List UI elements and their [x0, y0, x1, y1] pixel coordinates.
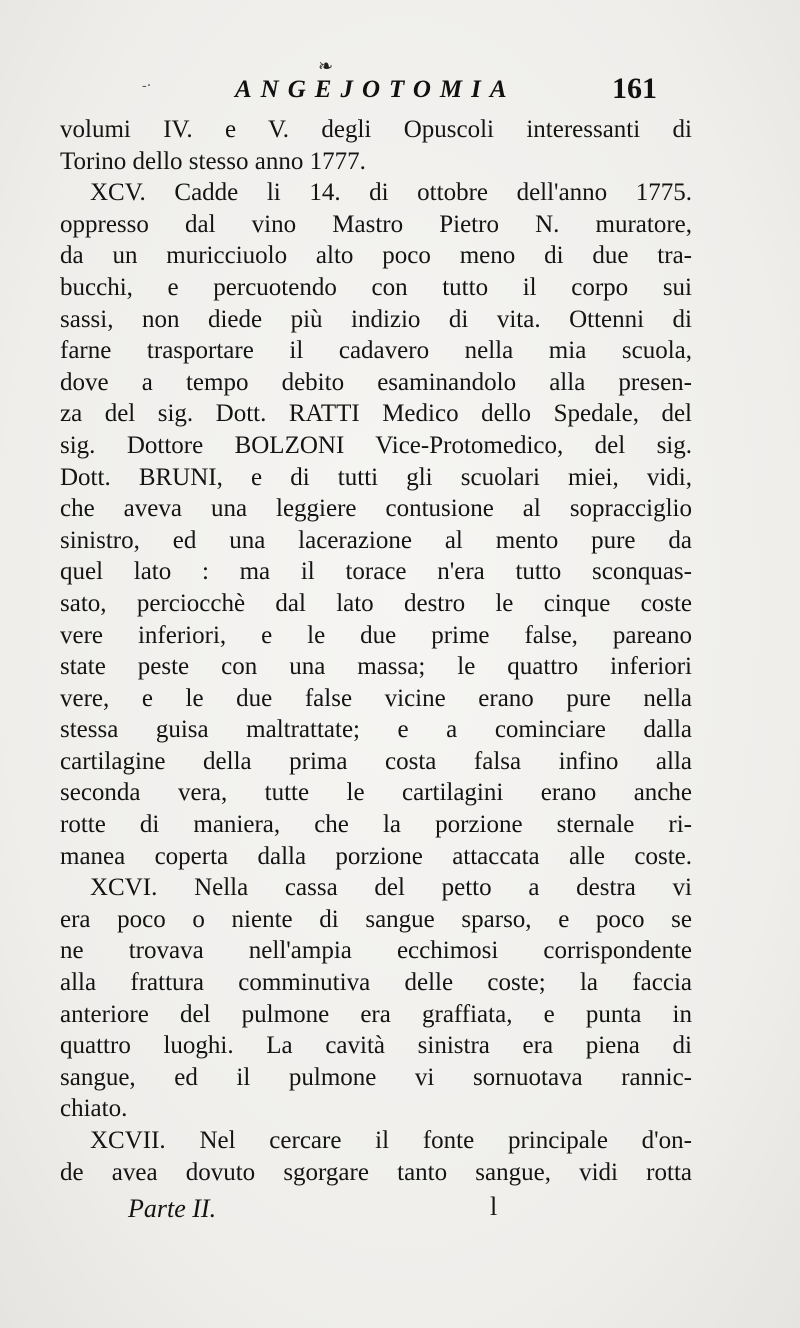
- text-line: alla frattura comminutiva delle coste; la faccia: [60, 969, 692, 997]
- text-line: sinistro, ed una lacerazione al mento pure da: [60, 526, 692, 554]
- text-line: da un muricciuolo alto poco meno di due tra-: [60, 242, 692, 270]
- section-heading-xcvi: XCVI. Nella cassa del petto a destra vi: [90, 874, 692, 902]
- text-line: ne trovava nell'ampia ecchimosi corrispondente: [60, 937, 692, 965]
- body-text: [60, 114, 692, 1188]
- text-line: dove a tempo debito esaminandolo alla presen-: [60, 368, 692, 396]
- text-line: quattro luoghi. La cavità sinistra era piena di: [60, 1032, 692, 1060]
- text-line: Dott. BRUNI, e di tutti gli scuolari miei, vidi,: [60, 463, 692, 491]
- text-line: sangue, ed il pulmone vi sornuotava rannic-: [60, 1063, 692, 1091]
- text-line: cartilagine della prima costa falsa infino alla: [60, 747, 692, 775]
- text-line: anteriore del pulmone era graffiata, e punta in: [60, 1000, 692, 1028]
- page-number: 161: [612, 72, 657, 105]
- text-line: farne trasportare il cadavero nella mia scuola,: [60, 337, 692, 365]
- text-line: era poco o niente di sangue sparso, e poco se: [60, 905, 692, 933]
- text-line: stessa guisa maltrattate; e a cominciare dalla: [60, 716, 692, 744]
- running-head: ANGEJOTOMIA: [235, 76, 516, 103]
- gathering-mark: l: [490, 1192, 498, 1221]
- text-line: za del sig. Dott. RATTI Medico dello Spedale, del: [60, 400, 692, 428]
- text-line: manea coperta dalla porzione attaccata alle coste.: [60, 842, 692, 870]
- signature-mark: Parte II.: [128, 1194, 217, 1223]
- text-line: rotte di maniera, che la porzione sternale ri-: [60, 811, 692, 839]
- text-line: vere, e le due false vicine erano pure nella: [60, 684, 692, 712]
- text-line: state peste con una massa; le quattro inferiori: [60, 653, 692, 681]
- text-line: vere inferiori, e le due prime false, pareano: [60, 621, 692, 649]
- text-line: volumi IV. e V. degli Opuscoli interessanti di: [60, 116, 692, 143]
- text-line: bucchi, e percuotendo con tutto il corpo sui: [60, 273, 692, 301]
- text-line: sassi, non diede più indizio di vita. Ottenni di: [60, 305, 692, 333]
- text-line: Torino dello stesso anno 1777.: [60, 147, 366, 175]
- text-line: de avea dovuto sgorgare tanto sangue, vidi rotta: [60, 1158, 692, 1186]
- margin-mark: ‑·: [142, 78, 152, 94]
- text-line: che aveva una leggiere contusione al sopracciglio: [60, 495, 692, 523]
- section-heading-xcvii: XCVII. Nel cercare il fonte principale d'on-: [90, 1127, 692, 1154]
- text-line: quel lato : ma il torace n'era tutto sconquas-: [60, 558, 692, 586]
- text-line: sig. Dottore BOLZONI Vice-Protomedico, del sig.: [60, 431, 692, 459]
- text-line: seconda vera, tutte le cartilagini erano anche: [60, 779, 692, 807]
- text-line: sato, perciocchè dal lato destro le cinque coste: [60, 589, 692, 617]
- section-heading-xcv: XCV. Cadde li 14. di ottobre dell'anno 1775.: [90, 179, 692, 207]
- text-line: oppresso dal vino Mastro Pietro N. muratore,: [60, 210, 692, 238]
- text-line: chiato.: [60, 1095, 128, 1123]
- ornament-icon: ❧: [318, 56, 334, 77]
